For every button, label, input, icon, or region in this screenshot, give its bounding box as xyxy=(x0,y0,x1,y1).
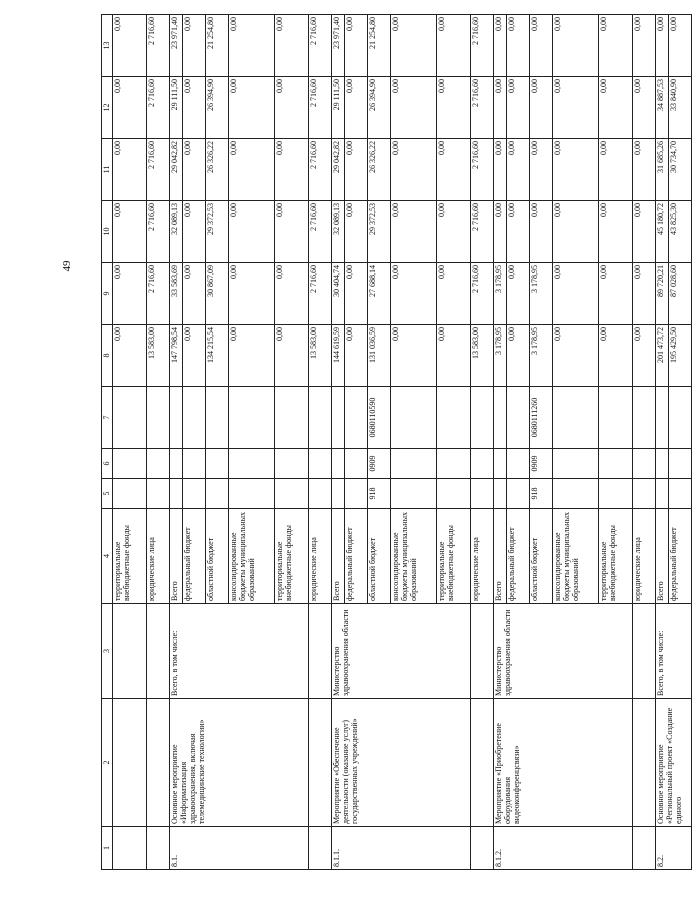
target-code xyxy=(332,387,345,449)
amount-cell: 13 583,00 xyxy=(309,325,332,387)
amount-cell: 32 089,13 xyxy=(170,201,183,263)
amount-cell: 0,00 xyxy=(494,77,507,139)
amount-cell: 0,00 xyxy=(113,325,147,387)
target-code xyxy=(391,387,437,449)
target-code xyxy=(507,387,530,449)
amount-cell: 0,00 xyxy=(183,263,206,325)
amount-cell: 0,00 xyxy=(530,15,553,77)
ministry-code: 918 xyxy=(530,479,553,509)
empty-cell xyxy=(113,827,147,870)
source-label: территориальные внебюджетные фонды xyxy=(113,509,147,604)
target-code xyxy=(656,387,669,449)
amount-cell: 2 716,60 xyxy=(471,77,494,139)
amount-cell: 0,00 xyxy=(530,77,553,139)
section-code xyxy=(656,449,669,479)
amount-cell: 0,00 xyxy=(229,77,275,139)
table-row xyxy=(170,15,183,870)
item-name xyxy=(633,699,656,827)
amount-cell: 21 254,80 xyxy=(368,15,391,77)
amount-cell: 0,00 xyxy=(437,325,471,387)
column-header: 3 xyxy=(102,604,113,699)
amount-cell: 0,00 xyxy=(345,263,368,325)
section-code xyxy=(553,449,599,479)
amount-cell: 0,00 xyxy=(183,77,206,139)
table-row xyxy=(332,15,345,870)
amount-cell: 0,00 xyxy=(633,77,656,139)
amount-cell: 0,00 xyxy=(553,139,599,201)
column-header: 12 xyxy=(102,77,113,139)
amount-cell: 0,00 xyxy=(656,15,669,77)
empty-cell xyxy=(113,479,147,509)
responsible xyxy=(309,604,332,699)
section-code xyxy=(309,449,332,479)
section-code xyxy=(494,449,507,479)
amount-cell: 0,00 xyxy=(183,325,206,387)
amount-cell: 43 825,30 xyxy=(669,201,692,263)
item-name: Мероприятие «Приобретение оборудования видеоконференцсвязи» xyxy=(494,699,633,827)
amount-cell: 2 716,60 xyxy=(471,263,494,325)
amount-cell: 26 394,90 xyxy=(206,77,229,139)
amount-cell: 0,00 xyxy=(275,263,309,325)
amount-cell: 0,00 xyxy=(633,201,656,263)
section-code xyxy=(345,449,368,479)
ministry-code xyxy=(471,479,494,509)
empty-cell xyxy=(113,699,147,827)
amount-cell: 0,00 xyxy=(229,15,275,77)
item-number: 8.1.2. xyxy=(494,827,633,870)
ministry-code xyxy=(599,479,633,509)
amount-cell: 3 178,95 xyxy=(530,263,553,325)
table-row xyxy=(309,15,332,870)
amount-cell: 0,00 xyxy=(553,77,599,139)
amount-cell: 29 042,82 xyxy=(170,139,183,201)
source-label: областной бюджет xyxy=(530,509,553,604)
item-number: 8.1.1. xyxy=(332,827,471,870)
amount-cell: 2 716,60 xyxy=(147,201,170,263)
responsible xyxy=(471,604,494,699)
column-header: 9 xyxy=(102,263,113,325)
amount-cell: 0,00 xyxy=(633,139,656,201)
ministry-code xyxy=(494,479,507,509)
amount-cell: 0,00 xyxy=(553,201,599,263)
table-row xyxy=(494,15,507,870)
amount-cell: 0,00 xyxy=(437,263,471,325)
amount-cell: 0,00 xyxy=(229,325,275,387)
column-header: 8 xyxy=(102,325,113,387)
amount-cell: 32 089,13 xyxy=(332,201,345,263)
amount-cell: 0,00 xyxy=(494,15,507,77)
ministry-code xyxy=(345,479,368,509)
ministry-code xyxy=(206,479,229,509)
amount-cell: 0,00 xyxy=(345,139,368,201)
amount-cell: 134 215,54 xyxy=(206,325,229,387)
amount-cell: 0,00 xyxy=(183,15,206,77)
ministry-code xyxy=(507,479,530,509)
source-label: Всего xyxy=(494,509,507,604)
amount-cell: 23 971,40 xyxy=(332,15,345,77)
item-name xyxy=(147,699,170,827)
amount-cell: 2 716,60 xyxy=(309,77,332,139)
ministry-code xyxy=(656,479,669,509)
ministry-code: 918 xyxy=(368,479,391,509)
amount-cell: 29 111,50 xyxy=(332,77,345,139)
amount-cell: 87 028,60 xyxy=(669,263,692,325)
target-code xyxy=(229,387,275,449)
amount-cell: 0,00 xyxy=(530,139,553,201)
target-code xyxy=(170,387,183,449)
amount-cell: 0,00 xyxy=(275,77,309,139)
ministry-code xyxy=(229,479,275,509)
target-code xyxy=(669,387,692,449)
amount-cell: 2 716,60 xyxy=(309,263,332,325)
source-label: консолидированные бюджеты муниципальных образований xyxy=(553,509,599,604)
amount-cell: 0,00 xyxy=(633,263,656,325)
section-code xyxy=(275,449,309,479)
amount-cell: 0,00 xyxy=(391,139,437,201)
item-number xyxy=(309,827,332,870)
target-code xyxy=(599,387,633,449)
amount-cell: 34 887,53 xyxy=(656,77,669,139)
table-row xyxy=(471,15,494,870)
section-code xyxy=(170,449,183,479)
source-label: консолидированные бюджеты муниципальных образований xyxy=(391,509,437,604)
section-code: 0909 xyxy=(368,449,391,479)
target-code xyxy=(206,387,229,449)
amount-cell: 26 326,22 xyxy=(206,139,229,201)
amount-cell: 0,00 xyxy=(275,15,309,77)
amount-cell: 0,00 xyxy=(437,77,471,139)
amount-cell: 0,00 xyxy=(553,263,599,325)
amount-cell: 31 685,26 xyxy=(656,139,669,201)
item-number xyxy=(633,827,656,870)
amount-cell: 0,00 xyxy=(507,263,530,325)
column-header: 1 xyxy=(102,827,113,870)
section-code xyxy=(332,449,345,479)
amount-cell: 3 178,95 xyxy=(494,325,507,387)
responsible: Министерство здравоохранения области xyxy=(494,604,633,699)
amount-cell: 0,00 xyxy=(345,15,368,77)
amount-cell: 0,00 xyxy=(553,15,599,77)
amount-cell: 3 178,95 xyxy=(530,325,553,387)
amount-cell: 0,00 xyxy=(507,15,530,77)
target-code xyxy=(471,387,494,449)
header-row xyxy=(102,15,113,870)
responsible xyxy=(147,604,170,699)
amount-cell: 89 720,21 xyxy=(656,263,669,325)
responsible: Министерство здравоохранения области xyxy=(332,604,471,699)
target-code xyxy=(633,387,656,449)
amount-cell: 2 716,60 xyxy=(147,263,170,325)
table-row xyxy=(113,15,147,870)
amount-cell: 0,00 xyxy=(633,15,656,77)
section-code xyxy=(599,449,633,479)
ministry-code xyxy=(669,479,692,509)
empty-cell xyxy=(113,387,147,449)
amount-cell: 0,00 xyxy=(391,77,437,139)
source-label: юридические лица xyxy=(471,509,494,604)
amount-cell: 144 619,59 xyxy=(332,325,345,387)
amount-cell: 0,00 xyxy=(494,139,507,201)
section-code xyxy=(633,449,656,479)
source-label: консолидированные бюджеты муниципальных образований xyxy=(229,509,275,604)
source-label: территориальные внебюджетные фонды xyxy=(437,509,471,604)
item-name xyxy=(471,699,494,827)
source-label: федеральный бюджет xyxy=(345,509,368,604)
amount-cell: 2 716,60 xyxy=(147,77,170,139)
table-row xyxy=(633,15,656,870)
ministry-code xyxy=(553,479,599,509)
ministry-code xyxy=(633,479,656,509)
amount-cell: 33 583,69 xyxy=(170,263,183,325)
item-number: 8.2. xyxy=(656,827,692,870)
section-code xyxy=(437,449,471,479)
page-number: 49 xyxy=(61,260,73,272)
source-label: федеральный бюджет xyxy=(507,509,530,604)
empty-cell xyxy=(113,449,147,479)
amount-cell: 0,00 xyxy=(437,15,471,77)
amount-cell: 0,00 xyxy=(113,77,147,139)
ministry-code xyxy=(170,479,183,509)
table-row xyxy=(656,15,669,870)
amount-cell: 0,00 xyxy=(275,139,309,201)
section-code xyxy=(669,449,692,479)
amount-cell: 0,00 xyxy=(113,139,147,201)
source-label: областной бюджет xyxy=(206,509,229,604)
item-name: Основное мероприятие «Региональный проект «Создание единого xyxy=(656,699,692,827)
target-code xyxy=(183,387,206,449)
amount-cell: 0,00 xyxy=(113,201,147,263)
amount-cell: 0,00 xyxy=(599,77,633,139)
amount-cell: 131 036,59 xyxy=(368,325,391,387)
column-header: 2 xyxy=(102,699,113,827)
amount-cell: 30 404,74 xyxy=(332,263,345,325)
amount-cell: 2 716,60 xyxy=(471,139,494,201)
amount-cell: 30 734,70 xyxy=(669,139,692,201)
amount-cell: 26 326,22 xyxy=(368,139,391,201)
amount-cell: 23 971,40 xyxy=(170,15,183,77)
responsible: Всего, в том числе: xyxy=(170,604,309,699)
column-header: 11 xyxy=(102,139,113,201)
amount-cell: 0,00 xyxy=(113,15,147,77)
source-label: федеральный бюджет xyxy=(669,509,692,604)
ministry-code xyxy=(437,479,471,509)
amount-cell: 0,00 xyxy=(599,139,633,201)
ministry-code xyxy=(391,479,437,509)
amount-cell: 45 180,72 xyxy=(656,201,669,263)
source-label: Всего xyxy=(332,509,345,604)
item-number: 8.1. xyxy=(170,827,309,870)
target-code xyxy=(275,387,309,449)
amount-cell: 3 178,95 xyxy=(494,263,507,325)
item-number xyxy=(471,827,494,870)
amount-cell: 0,00 xyxy=(507,77,530,139)
amount-cell: 2 716,60 xyxy=(147,139,170,201)
amount-cell: 0,00 xyxy=(391,263,437,325)
item-name: Основное мероприятие «Информатизация здравоохранения, включая телемедицинские технологии» xyxy=(170,699,309,827)
amount-cell: 2 716,60 xyxy=(309,201,332,263)
amount-cell: 0,00 xyxy=(113,263,147,325)
amount-cell: 2 716,60 xyxy=(471,15,494,77)
amount-cell: 0,00 xyxy=(599,263,633,325)
amount-cell: 0,00 xyxy=(599,325,633,387)
column-header: 4 xyxy=(102,509,113,604)
column-header: 5 xyxy=(102,479,113,509)
amount-cell: 0,00 xyxy=(275,325,309,387)
amount-cell: 0,00 xyxy=(437,139,471,201)
column-header: 6 xyxy=(102,449,113,479)
amount-cell: 0,00 xyxy=(229,139,275,201)
amount-cell: 201 473,72 xyxy=(656,325,669,387)
amount-cell: 21 254,80 xyxy=(206,15,229,77)
amount-cell: 0,00 xyxy=(183,139,206,201)
amount-cell: 0,00 xyxy=(391,15,437,77)
target-code xyxy=(437,387,471,449)
amount-cell: 0,00 xyxy=(345,77,368,139)
financing-table xyxy=(101,14,692,870)
source-label: Всего xyxy=(170,509,183,604)
section-code xyxy=(183,449,206,479)
target-code: 0680111260 xyxy=(530,387,553,449)
amount-cell: 33 840,90 xyxy=(669,77,692,139)
source-label: юридические лица xyxy=(147,509,170,604)
amount-cell: 0,00 xyxy=(345,201,368,263)
amount-cell: 0,00 xyxy=(599,15,633,77)
amount-cell: 30 867,09 xyxy=(206,263,229,325)
section-code xyxy=(147,449,170,479)
amount-cell: 0,00 xyxy=(633,325,656,387)
amount-cell: 0,00 xyxy=(229,201,275,263)
amount-cell: 147 798,54 xyxy=(170,325,183,387)
amount-cell: 0,00 xyxy=(437,201,471,263)
amount-cell: 29 372,53 xyxy=(368,201,391,263)
amount-cell: 0,00 xyxy=(391,201,437,263)
amount-cell: 13 583,00 xyxy=(147,325,170,387)
source-label: юридические лица xyxy=(309,509,332,604)
source-label: территориальные внебюджетные фонды xyxy=(275,509,309,604)
section-code xyxy=(507,449,530,479)
responsible xyxy=(633,604,656,699)
item-name xyxy=(309,699,332,827)
empty-cell xyxy=(113,604,147,699)
amount-cell: 0,00 xyxy=(229,263,275,325)
amount-cell: 0,00 xyxy=(553,325,599,387)
section-code xyxy=(229,449,275,479)
ministry-code xyxy=(309,479,332,509)
source-label: Всего xyxy=(656,509,669,604)
ministry-code xyxy=(147,479,170,509)
source-label: областной бюджет xyxy=(368,509,391,604)
ministry-code xyxy=(275,479,309,509)
column-header: 10 xyxy=(102,201,113,263)
column-header: 13 xyxy=(102,15,113,77)
amount-cell: 2 716,60 xyxy=(309,139,332,201)
responsible: Всего, в том числе: xyxy=(656,604,692,699)
amount-cell: 26 394,90 xyxy=(368,77,391,139)
target-code: 0680110590 xyxy=(368,387,391,449)
ministry-code xyxy=(183,479,206,509)
section-code: 0909 xyxy=(530,449,553,479)
amount-cell: 0,00 xyxy=(345,325,368,387)
amount-cell: 13 583,00 xyxy=(471,325,494,387)
amount-cell: 0,00 xyxy=(391,325,437,387)
column-header: 7 xyxy=(102,387,113,449)
source-label: юридические лица xyxy=(633,509,656,604)
section-code xyxy=(391,449,437,479)
item-name: Мероприятие «Обеспечение деятельности (оказание услуг) государственных учреждений» xyxy=(332,699,471,827)
amount-cell: 0,00 xyxy=(530,201,553,263)
amount-cell: 0,00 xyxy=(494,201,507,263)
ministry-code xyxy=(332,479,345,509)
amount-cell: 29 372,53 xyxy=(206,201,229,263)
amount-cell: 2 716,60 xyxy=(147,15,170,77)
target-code xyxy=(345,387,368,449)
amount-cell: 0,00 xyxy=(275,201,309,263)
amount-cell: 29 111,50 xyxy=(170,77,183,139)
amount-cell: 2 716,60 xyxy=(309,15,332,77)
target-code xyxy=(309,387,332,449)
section-code xyxy=(206,449,229,479)
source-label: территориальные внебюджетные фонды xyxy=(599,509,633,604)
amount-cell: 0,00 xyxy=(183,201,206,263)
amount-cell: 0,00 xyxy=(669,15,692,77)
amount-cell: 0,00 xyxy=(507,325,530,387)
item-number xyxy=(147,827,170,870)
amount-cell: 2 716,60 xyxy=(471,201,494,263)
amount-cell: 195 429,50 xyxy=(669,325,692,387)
section-code xyxy=(471,449,494,479)
amount-cell: 0,00 xyxy=(507,139,530,201)
table-row xyxy=(147,15,170,870)
target-code xyxy=(553,387,599,449)
source-label: федеральный бюджет xyxy=(183,509,206,604)
amount-cell: 0,00 xyxy=(507,201,530,263)
target-code xyxy=(494,387,507,449)
amount-cell: 27 688,14 xyxy=(368,263,391,325)
rotated-page xyxy=(101,17,683,870)
amount-cell: 0,00 xyxy=(599,201,633,263)
target-code xyxy=(147,387,170,449)
amount-cell: 29 042,82 xyxy=(332,139,345,201)
